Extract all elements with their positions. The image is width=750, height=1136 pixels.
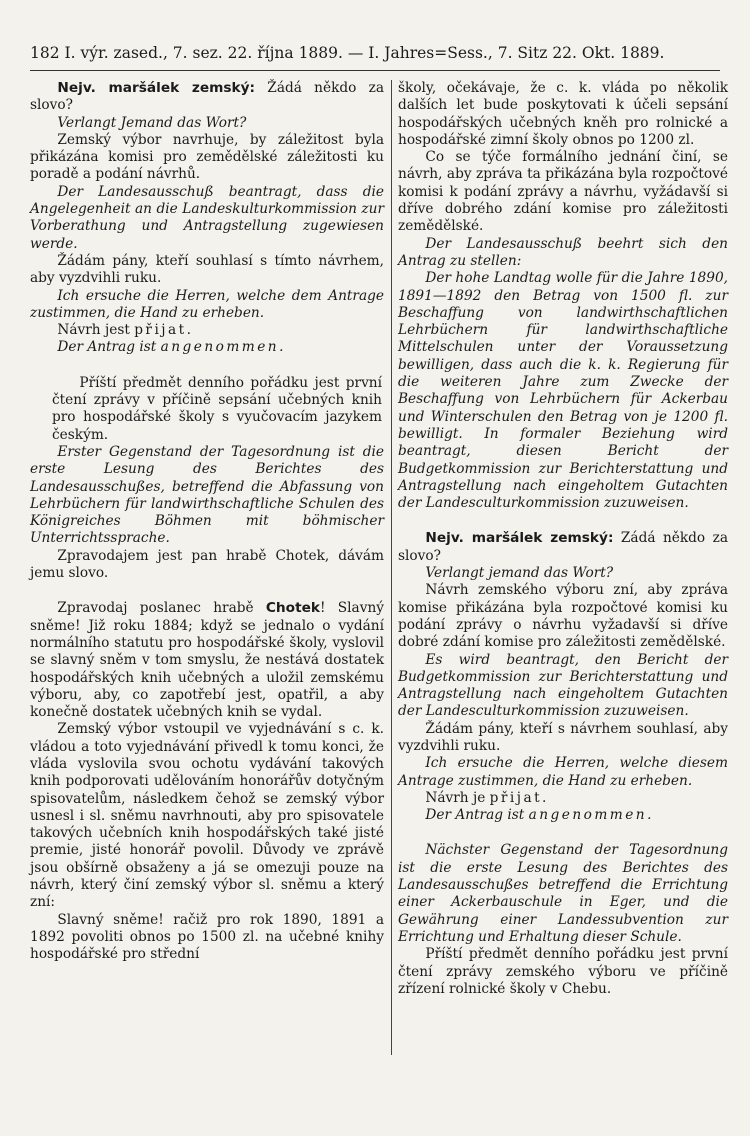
agenda-item: Příští předmět denního pořádku jest první čtení zprávy zemského výboru ve příčině zřízení rolnické školy v Chebu. bbox=[398, 946, 728, 997]
german-paragraph: Verlangt Jemand das Wort? bbox=[57, 114, 247, 131]
result-line: Návrh jest přijat. bbox=[57, 322, 194, 339]
agenda-item-german: Nächster Gegenstand der Tagesordnung ist die erste Lesung des Berichtes des Landesausschußes betreffend die Errichtung einer Ackerbauschule in Eger, und die Gewährung einer Landessubvention zur Errichtung und Erhaltung dieser Schule. bbox=[398, 842, 728, 945]
result-line-german: Der Antrag ist angenommen. bbox=[57, 339, 286, 356]
german-paragraph: Erster Gegenstand der Tagesordnung ist die erste Lesung des Berichtes des Landesausschußes, betreffend die Abfassung von Lehrbüchern für landwirthschaftliche Schulen des Königreiches Böhmen mit böhmischer Unterrichtssprache. bbox=[30, 443, 384, 547]
speech-marshal-1: Nejv. maršálek zemský: Žádá někdo za slovo? bbox=[30, 80, 384, 114]
speaker-name: Nejv. maršálek zemský: bbox=[425, 530, 614, 547]
result-line-german: Der Antrag ist angenommen. bbox=[425, 807, 654, 824]
agenda-item: Příští předmět denního pořádku jest první čtení zprávy v příčině sepsání učebných knih pro hospodářské školy s vyučovacím jazykem českým. bbox=[52, 374, 382, 443]
rapporteur-speech: Zpravodaj poslanec hrabě Chotek! Slavný sněme! Již roku 1884; když se jednalo o vydání normálního statutu pro hospodářské školy, vyslovil se slavný sněm v tom smyslu, že nestává dostatek hospodářských knih učebných a uložil zemskému výboru, aby, co zapotřebí jest, opatřil, a aby konečně dostatek učebných knih se vydal. bbox=[30, 600, 384, 721]
right-column bbox=[398, 80, 728, 998]
german-paragraph: Der hohe Landtag wolle für die Jahre 1890, 1891—1892 den Betrag von 1500 fl. zur Beschaffung von landwirthschaftlichen Lehrbüchern für landwirthschaftliche Mittelschulen unter der Voraussetzung bewilligen, dass auch die k. k. Regierung für die weiteren Jahre zum Zwecke der Beschaffung von Lehrbüchern für Ackerbau und Winterschulen den Betrag von je 1200 fl. bewilligt. In formaler Beziehung wird beantragt, diesen Bericht der Budgetkommission zur Berichterstattung und Antragstellung nach eingeholtem Gutachten der Landesculturkommission zuzuweisen. bbox=[398, 270, 728, 512]
speaker-name: Chotek bbox=[265, 600, 321, 617]
german-paragraph: Es wird beantragt, den Bericht der Budgetkommission zur Berichterstattung und Antragstellung nach eingeholtem Gutachten der Landesculturkommission zuzuweisen. bbox=[398, 651, 728, 720]
german-paragraph: Ich ersuche die Herren, welche dem Antrage zustimmen, die Hand zu erheben. bbox=[30, 287, 384, 321]
page-header: 182 I. výr. zased., 7. sez. 22. října 1889. — I. Jahres=Sess., 7. Sitz 22. Okt. 1889. bbox=[30, 44, 665, 62]
speaker-name: Nejv. maršálek zemský: bbox=[57, 80, 256, 96]
header-rule bbox=[30, 70, 720, 71]
left-column bbox=[30, 80, 384, 964]
german-paragraph: Ich ersuche die Herren, welche diesem Antrage zustimmen, die Hand zu erheben. bbox=[398, 755, 728, 789]
german-paragraph: Der Landesausschuß beantragt, dass die Angelegenheit an die Landeskulturkommission zur Vorberathung und Antragstellung zugewiesen werde. bbox=[30, 183, 384, 252]
paragraph: Žádám pány, kteří s návrhem souhlasí, aby vyzdvihli ruku. bbox=[398, 720, 728, 754]
result-line: Návrh je přijat. bbox=[425, 789, 549, 806]
paragraph: Zpravodajem jest pan hrabě Chotek, dávám jemu slovo. bbox=[30, 547, 384, 582]
german-paragraph: Verlangt jemand das Wort? bbox=[425, 565, 614, 582]
paragraph: Zemský výbor navrhuje, by záležitost byla přikázána komisi pro zemědělské záležitosti ku poradě a podání návrhů. bbox=[30, 131, 384, 183]
paragraph: školy, očekávaje, že c. k. vláda po několik dalších let bude poskytovati k účeli sepsání hospodářských učebných kněh pro rolnické a hospodářské zimní školy obnos po 1200 zl. bbox=[398, 80, 728, 148]
speech-marshal-2: Nejv. maršálek zemský: Zádá někdo za slovo? bbox=[398, 530, 728, 564]
column-divider bbox=[391, 80, 392, 1055]
paragraph: Žádám pány, kteří souhlasí s tímto návrhem, aby vyzdvihli ruku. bbox=[30, 252, 384, 287]
paragraph: Slavný sněme! račiž pro rok 1890, 1891 a 1892 povoliti obnos po 1500 zl. na učebné knihy hospodářské pro střední bbox=[30, 911, 384, 963]
paragraph: Návrh zemského výboru zní, aby zpráva komise přikázána byla rozpočtové komisi ku podání zprávy o návrhu vyžadavší si dříve dobré zdání komise pro záležitosti zemědělské. bbox=[398, 582, 728, 651]
paragraph: Co se týče formálního jednání činí, se návrh, aby zpráva ta přikázána byla rozpočtové komisi k podání zprávy a návrhu, vyžádavší si dříve dobrého zdání komise pro záležitosti zemědělské. bbox=[398, 149, 728, 235]
german-paragraph: Der Landesausschuß beehrt sich den Antrag zu stellen: bbox=[398, 235, 728, 269]
paragraph: Zemský výbor vstoupil ve vyjednávání s c. k. vládou a toto vyjednávání přivedl k tomu konci, že vláda vyslovila svou ochotu vydávání takových knih podporovati udělováním honorářův dotyčným spisovatelům, následkem čehož se zemský výbor usnesl i sl. sněmu navrhnouti, aby pro spisovatele takových učebních knih hospodářských také jisté premie, jisté honorář povolil. Důvody ve zprávě jsou obšírně obsaženy a já se omezuji pouze na návrh, který činí zemský výbor sl. sněmu a který zní: bbox=[30, 721, 384, 911]
